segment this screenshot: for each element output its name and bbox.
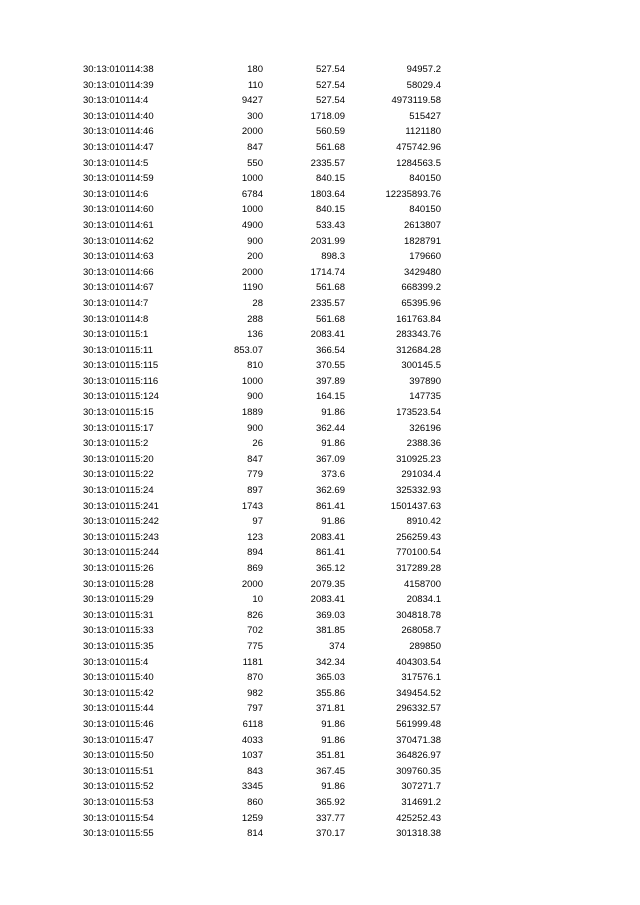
total-cell: 1501437.63 xyxy=(390,500,441,512)
cadastral-number-cell: 30:13:010114:62 xyxy=(83,235,154,247)
table-row xyxy=(0,530,640,546)
table-row xyxy=(0,358,640,374)
total-cell: 4973119.58 xyxy=(391,95,441,107)
price-cell: 840.15 xyxy=(315,204,345,216)
cadastral-number-cell: 30:13:010114:67 xyxy=(83,282,154,294)
table-row xyxy=(0,748,640,764)
table-row xyxy=(0,764,640,780)
table-row xyxy=(0,561,640,577)
area-cell: 1000 xyxy=(241,173,263,185)
cadastral-number-cell: 30:13:010115:29 xyxy=(83,594,154,606)
total-cell: 283343.76 xyxy=(396,329,441,341)
cadastral-number-cell: 30:13:010115:53 xyxy=(83,796,154,808)
cadastral-number-cell: 30:13:010114:39 xyxy=(83,79,154,91)
area-cell: 870 xyxy=(247,672,263,684)
table-row xyxy=(0,701,640,717)
price-cell: 369.03 xyxy=(315,609,345,621)
total-cell: 397890 xyxy=(409,375,441,387)
table-row xyxy=(0,280,640,296)
cadastral-number-cell: 30:13:010115:1 xyxy=(83,329,149,341)
total-cell: 515427 xyxy=(409,110,441,122)
total-cell: 304818.78 xyxy=(396,609,441,621)
price-cell: 561.68 xyxy=(315,313,345,325)
table-row xyxy=(0,78,640,94)
cadastral-number-cell: 30:13:010115:55 xyxy=(83,828,154,840)
total-cell: 309760.35 xyxy=(396,765,441,777)
price-cell: 861.41 xyxy=(315,500,345,512)
price-cell: 351.81 xyxy=(315,750,345,762)
price-cell: 365.12 xyxy=(315,563,345,574)
area-cell: 9427 xyxy=(241,95,263,107)
total-cell: 301318.38 xyxy=(396,828,441,840)
table-row xyxy=(0,218,640,234)
cadastral-number-cell: 30:13:010114:38 xyxy=(83,64,154,75)
table-row xyxy=(0,514,640,530)
total-cell: 256259.43 xyxy=(396,531,441,543)
cadastral-number-cell: 30:13:010115:241 xyxy=(83,500,159,512)
table-row xyxy=(0,140,640,156)
total-cell: 312684.28 xyxy=(396,344,441,356)
total-cell: 364826.97 xyxy=(396,750,441,762)
cadastral-number-cell: 30:13:010114:5 xyxy=(83,157,149,169)
area-cell: 123 xyxy=(247,531,263,543)
price-cell: 381.85 xyxy=(315,625,345,637)
total-cell: 314691.2 xyxy=(401,796,441,808)
price-cell: 342.34 xyxy=(315,656,345,668)
cadastral-number-cell: 30:13:010115:115 xyxy=(83,360,159,372)
price-cell: 527.54 xyxy=(315,64,345,75)
table-row xyxy=(0,202,640,218)
price-cell: 561.68 xyxy=(315,141,345,153)
area-cell: 550 xyxy=(247,157,263,169)
price-cell: 840.15 xyxy=(315,173,345,185)
area-cell: 110 xyxy=(247,79,263,91)
cadastral-number-cell: 30:13:010115:31 xyxy=(83,609,154,621)
area-cell: 1037 xyxy=(241,750,263,762)
price-cell: 91.86 xyxy=(321,734,345,746)
area-cell: 894 xyxy=(247,547,263,559)
price-cell: 1803.64 xyxy=(310,188,345,200)
table-row xyxy=(0,249,640,265)
price-cell: 371.81 xyxy=(315,703,345,715)
area-cell: 982 xyxy=(247,687,263,699)
price-cell: 560.59 xyxy=(315,126,345,138)
area-cell: 300 xyxy=(247,110,263,122)
table-row xyxy=(0,312,640,328)
area-cell: 826 xyxy=(247,609,263,621)
area-cell: 810 xyxy=(247,360,263,372)
area-cell: 860 xyxy=(247,796,263,808)
total-cell: 370471.38 xyxy=(396,734,441,746)
area-cell: 797 xyxy=(247,703,263,715)
area-cell: 1889 xyxy=(241,407,263,419)
total-cell: 770100.54 xyxy=(396,547,441,559)
price-cell: 2083.41 xyxy=(310,594,345,606)
area-cell: 288 xyxy=(247,313,263,325)
price-cell: 367.09 xyxy=(315,453,345,465)
area-cell: 1259 xyxy=(241,812,263,824)
total-cell: 268058.7 xyxy=(401,625,441,637)
price-cell: 373.6 xyxy=(321,469,345,481)
table-row xyxy=(0,171,640,187)
table-row xyxy=(0,779,640,795)
table-row xyxy=(0,717,640,733)
cadastral-number-cell: 30:13:010115:22 xyxy=(83,469,154,481)
price-cell: 2083.41 xyxy=(310,329,345,341)
cadastral-number-cell: 30:13:010115:24 xyxy=(83,485,154,497)
table-row xyxy=(0,826,640,842)
area-cell: 900 xyxy=(247,235,263,247)
total-cell: 2388.36 xyxy=(406,438,441,450)
table-row xyxy=(0,405,640,421)
total-cell: 296332.57 xyxy=(396,703,441,715)
total-cell: 173523.54 xyxy=(396,407,441,419)
table-row xyxy=(0,296,640,312)
cadastral-number-cell: 30:13:010115:28 xyxy=(83,578,154,590)
total-cell: 147735 xyxy=(409,391,441,403)
table-row xyxy=(0,608,640,624)
area-cell: 814 xyxy=(247,828,263,840)
price-cell: 527.54 xyxy=(315,95,345,107)
area-cell: 1000 xyxy=(241,375,263,387)
cadastral-number-cell: 30:13:010115:52 xyxy=(83,781,154,793)
cadastral-number-cell: 30:13:010115:44 xyxy=(83,703,154,715)
area-cell: 702 xyxy=(247,625,263,637)
area-cell: 4900 xyxy=(241,219,263,231)
table-row xyxy=(0,686,640,702)
total-cell: 65395.96 xyxy=(401,297,441,309)
total-cell: 161763.84 xyxy=(396,313,441,325)
cadastral-number-cell: 30:13:010114:8 xyxy=(83,313,149,325)
price-cell: 533.43 xyxy=(315,219,345,231)
table-row xyxy=(0,795,640,811)
area-cell: 136 xyxy=(247,329,263,341)
cadastral-number-cell: 30:13:010114:66 xyxy=(83,266,154,278)
price-cell: 365.92 xyxy=(315,796,345,808)
total-cell: 1121180 xyxy=(405,126,441,138)
total-cell: 4158700 xyxy=(404,578,441,590)
area-cell: 897 xyxy=(247,485,263,497)
cadastral-number-cell: 30:13:010115:46 xyxy=(83,718,154,730)
price-cell: 2031.99 xyxy=(310,235,345,247)
price-cell: 91.86 xyxy=(321,407,345,419)
total-cell: 1284563.5 xyxy=(396,157,441,169)
cadastral-number-cell: 30:13:010114:63 xyxy=(83,251,154,263)
area-cell: 1000 xyxy=(241,204,263,216)
table-row xyxy=(0,93,640,109)
table-row xyxy=(0,467,640,483)
price-cell: 2335.57 xyxy=(310,297,345,309)
price-cell: 561.68 xyxy=(315,282,345,294)
price-cell: 2079.35 xyxy=(310,578,345,590)
total-cell: 300145.5 xyxy=(401,360,441,372)
price-cell: 370.17 xyxy=(315,828,345,840)
total-cell: 317289.28 xyxy=(396,563,441,574)
cadastral-number-cell: 30:13:010115:51 xyxy=(83,765,154,777)
price-cell: 898.3 xyxy=(321,251,345,263)
area-cell: 1190 xyxy=(242,282,263,294)
cadastral-number-cell: 30:13:010115:15 xyxy=(83,407,154,419)
cadastral-number-cell: 30:13:010115:54 xyxy=(83,812,154,824)
total-cell: 1828791 xyxy=(404,235,441,247)
price-cell: 374 xyxy=(329,640,345,652)
table-row xyxy=(0,436,640,452)
table-row xyxy=(0,639,640,655)
table-row xyxy=(0,234,640,250)
table-row xyxy=(0,187,640,203)
area-cell: 3345 xyxy=(241,781,263,793)
table-row xyxy=(0,623,640,639)
cadastral-number-cell: 30:13:010115:20 xyxy=(83,453,154,465)
cadastral-number-cell: 30:13:010115:26 xyxy=(83,563,154,574)
area-cell: 2000 xyxy=(241,266,263,278)
table-row xyxy=(0,389,640,405)
price-cell: 164.15 xyxy=(315,391,345,403)
price-cell: 527.54 xyxy=(315,79,345,91)
total-cell: 20834.1 xyxy=(406,594,441,606)
area-cell: 775 xyxy=(247,640,263,652)
total-cell: 317576.1 xyxy=(401,672,441,684)
total-cell: 12235893.76 xyxy=(385,188,441,200)
price-cell: 91.86 xyxy=(321,516,345,528)
price-cell: 1714.74 xyxy=(310,266,345,278)
cadastral-number-cell: 30:13:010114:59 xyxy=(83,173,154,185)
total-cell: 8910.42 xyxy=(406,516,441,528)
spreadsheet-table xyxy=(0,62,640,842)
cadastral-number-cell: 30:13:010115:47 xyxy=(83,734,154,746)
area-cell: 200 xyxy=(247,251,263,263)
price-cell: 337.77 xyxy=(315,812,345,824)
total-cell: 94957.2 xyxy=(406,64,441,75)
area-cell: 900 xyxy=(247,391,263,403)
total-cell: 475742.96 xyxy=(396,141,441,153)
area-cell: 180 xyxy=(247,64,263,75)
total-cell: 179660 xyxy=(409,251,441,263)
cadastral-number-cell: 30:13:010114:60 xyxy=(83,204,154,216)
table-row xyxy=(0,265,640,281)
total-cell: 840150 xyxy=(409,204,441,216)
cadastral-number-cell: 30:13:010115:42 xyxy=(83,687,154,699)
area-cell: 1181 xyxy=(242,656,263,668)
cadastral-number-cell: 30:13:010115:11 xyxy=(83,344,153,356)
price-cell: 367.45 xyxy=(315,765,345,777)
cadastral-number-cell: 30:13:010115:4 xyxy=(83,656,149,668)
table-row xyxy=(0,374,640,390)
cadastral-number-cell: 30:13:010114:4 xyxy=(83,95,149,107)
table-row xyxy=(0,655,640,671)
area-cell: 28 xyxy=(252,297,263,309)
total-cell: 425252.43 xyxy=(396,812,441,824)
table-row xyxy=(0,421,640,437)
total-cell: 561999.48 xyxy=(396,718,441,730)
total-cell: 349454.52 xyxy=(396,687,441,699)
price-cell: 355.86 xyxy=(315,687,345,699)
price-cell: 2083.41 xyxy=(310,531,345,543)
price-cell: 91.86 xyxy=(321,781,345,793)
total-cell: 404303.54 xyxy=(396,656,441,668)
cadastral-number-cell: 30:13:010114:46 xyxy=(83,126,154,138)
area-cell: 6118 xyxy=(242,718,263,730)
area-cell: 2000 xyxy=(241,126,263,138)
table-row xyxy=(0,62,640,78)
area-cell: 26 xyxy=(252,438,263,450)
cadastral-number-cell: 30:13:010114:7 xyxy=(83,297,149,309)
table-row xyxy=(0,499,640,515)
cadastral-number-cell: 30:13:010115:35 xyxy=(83,640,154,652)
total-cell: 2613807 xyxy=(404,219,441,231)
cadastral-number-cell: 30:13:010115:124 xyxy=(83,391,159,403)
price-cell: 370.55 xyxy=(315,360,345,372)
area-cell: 869 xyxy=(247,563,263,574)
table-row xyxy=(0,156,640,172)
cadastral-number-cell: 30:13:010115:2 xyxy=(83,438,149,450)
total-cell: 840150 xyxy=(409,173,441,185)
price-cell: 861.41 xyxy=(315,547,345,559)
price-cell: 2335.57 xyxy=(310,157,345,169)
table-row xyxy=(0,483,640,499)
price-cell: 91.86 xyxy=(321,438,345,450)
table-row xyxy=(0,545,640,561)
total-cell: 3429480 xyxy=(404,266,441,278)
cadastral-number-cell: 30:13:010114:61 xyxy=(83,219,154,231)
area-cell: 2000 xyxy=(241,578,263,590)
area-cell: 1743 xyxy=(241,500,263,512)
area-cell: 847 xyxy=(247,141,263,153)
cadastral-number-cell: 30:13:010115:242 xyxy=(83,516,159,528)
table-row xyxy=(0,124,640,140)
price-cell: 362.44 xyxy=(315,422,345,434)
price-cell: 365.03 xyxy=(315,672,345,684)
cadastral-number-cell: 30:13:010115:50 xyxy=(83,750,154,762)
table-row xyxy=(0,592,640,608)
cadastral-number-cell: 30:13:010115:243 xyxy=(83,531,159,543)
table-row xyxy=(0,327,640,343)
table-row xyxy=(0,452,640,468)
area-cell: 853.07 xyxy=(233,344,263,356)
total-cell: 291034.4 xyxy=(401,469,441,481)
area-cell: 10 xyxy=(252,594,263,606)
price-cell: 362.69 xyxy=(315,485,345,497)
cadastral-number-cell: 30:13:010114:6 xyxy=(83,188,149,200)
table-row xyxy=(0,109,640,125)
cadastral-number-cell: 30:13:010115:116 xyxy=(83,375,159,387)
price-cell: 397.89 xyxy=(315,375,345,387)
area-cell: 6784 xyxy=(241,188,263,200)
price-cell: 91.86 xyxy=(321,718,345,730)
area-cell: 900 xyxy=(247,422,263,434)
area-cell: 843 xyxy=(247,765,263,777)
price-cell: 1718.09 xyxy=(310,110,345,122)
total-cell: 668399.2 xyxy=(401,282,441,294)
table-row xyxy=(0,811,640,827)
area-cell: 4033 xyxy=(241,734,263,746)
table-row xyxy=(0,670,640,686)
table-row xyxy=(0,733,640,749)
table-row xyxy=(0,343,640,359)
area-cell: 779 xyxy=(247,469,263,481)
cadastral-number-cell: 30:13:010115:33 xyxy=(83,625,154,637)
price-cell: 366.54 xyxy=(315,344,345,356)
cadastral-number-cell: 30:13:010115:40 xyxy=(83,672,154,684)
table-row xyxy=(0,577,640,593)
total-cell: 310925.23 xyxy=(396,453,441,465)
cadastral-number-cell: 30:13:010115:244 xyxy=(83,547,159,559)
total-cell: 58029.4 xyxy=(406,79,441,91)
area-cell: 847 xyxy=(247,453,263,465)
cadastral-number-cell: 30:13:010115:17 xyxy=(83,422,154,434)
total-cell: 326196 xyxy=(409,422,441,434)
total-cell: 307271.7 xyxy=(401,781,441,793)
cadastral-number-cell: 30:13:010114:40 xyxy=(83,110,154,122)
total-cell: 325332.93 xyxy=(396,485,441,497)
area-cell: 97 xyxy=(252,516,263,528)
cadastral-number-cell: 30:13:010114:47 xyxy=(83,141,154,153)
total-cell: 289850 xyxy=(409,640,441,652)
